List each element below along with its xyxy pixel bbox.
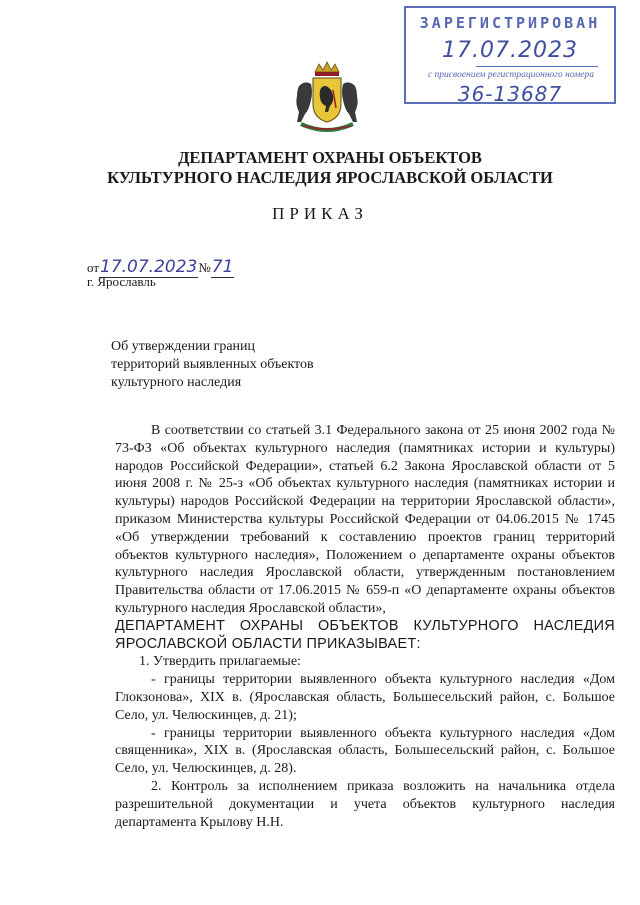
- department-name-line1: ДЕПАРТАМЕНТ ОХРАНЫ ОБЪЕКТОВ: [178, 148, 482, 167]
- resolution-paragraph: ДЕПАРТАМЕНТ ОХРАНЫ ОБЪЕКТОВ КУЛЬТУРНОГО НАСЛЕДИЯ ЯРОСЛАВСКОЙ ОБЛАСТИ ПРИКАЗЫВАЕТ:: [115, 617, 615, 652]
- item-2: 2. Контроль за исполнением приказа возложить на начальника отдела разрешительной документации и учета объектов культурного наследия департамента Крылову Н.Н.: [115, 778, 615, 830]
- order-date: 17.07.2023: [100, 257, 198, 277]
- coat-of-arms-icon: [291, 60, 363, 134]
- item-1a: - границы территории выявленного объекта культурного наследия «Дом Глокзонова», XIX в. (Ярославская область, Большесельский район, с. Большое Село, ул. Челюскинцев, д. 21);: [115, 672, 615, 723]
- order-number: 71: [211, 257, 234, 277]
- subject-line: культурного наследия: [111, 375, 242, 390]
- stamp-underline: [476, 66, 598, 67]
- from-label: от: [87, 260, 100, 275]
- stamp-number: 36-13687: [457, 82, 563, 106]
- subject-line: территорий выявленных объектов: [111, 357, 314, 372]
- subject-line: Об утверждении границ: [111, 339, 256, 354]
- stamp-date: 17.07.2023: [442, 38, 578, 63]
- item-1b: - границы территории выявленного объекта культурного наследия «Дом священника», XIX в. (Ярославская область, Большесельский район, с. Большое Село, ул. Челюскинцев, д. 28).: [115, 725, 615, 777]
- department-name-line2: КУЛЬТУРНОГО НАСЛЕДИЯ ЯРОСЛАВСКОЙ ОБЛАСТИ: [107, 168, 553, 187]
- preamble-paragraph: В соответствии со статьей 3.1 Федерального закона от 25 июня 2002 года № 73-ФЗ «Об объектах культурного наследия (памятниках истории и культуры) народов Российской Федерации», статьей 6.2 Закона Ярославской области от 5 июня 2008 г. № 25-з «Об объектах культурного наследия (памятниках истории и культуры) народов Российской Федерации на территории Ярославской области», приказом Министерства культуры Российской Федерации от 04.06.2015 № 1745 «Об утверждении требований к составлению проектов границ территорий объектов культурного наследия», Положением о департаменте охраны объектов культурного наследия Ярославской области, утвержденным постановлением Правительства области от 17.06.2015 № 659-п «О департаменте охраны объектов культурного наследия Ярославской области»,: [115, 423, 615, 616]
- city: г. Ярославль: [87, 274, 156, 289]
- order-subject: [111, 338, 314, 392]
- document-type: ПРИКАЗ: [272, 204, 368, 223]
- stamp-title: ЗАРЕГИСТРИРОВАН: [419, 14, 601, 32]
- order-body: [115, 422, 615, 831]
- stamp-note: с присвоением регистрационного номера: [427, 70, 595, 80]
- registration-stamp: [404, 6, 616, 104]
- number-label: №: [198, 260, 211, 275]
- item-1: 1. Утвердить прилагаемые:: [139, 654, 301, 670]
